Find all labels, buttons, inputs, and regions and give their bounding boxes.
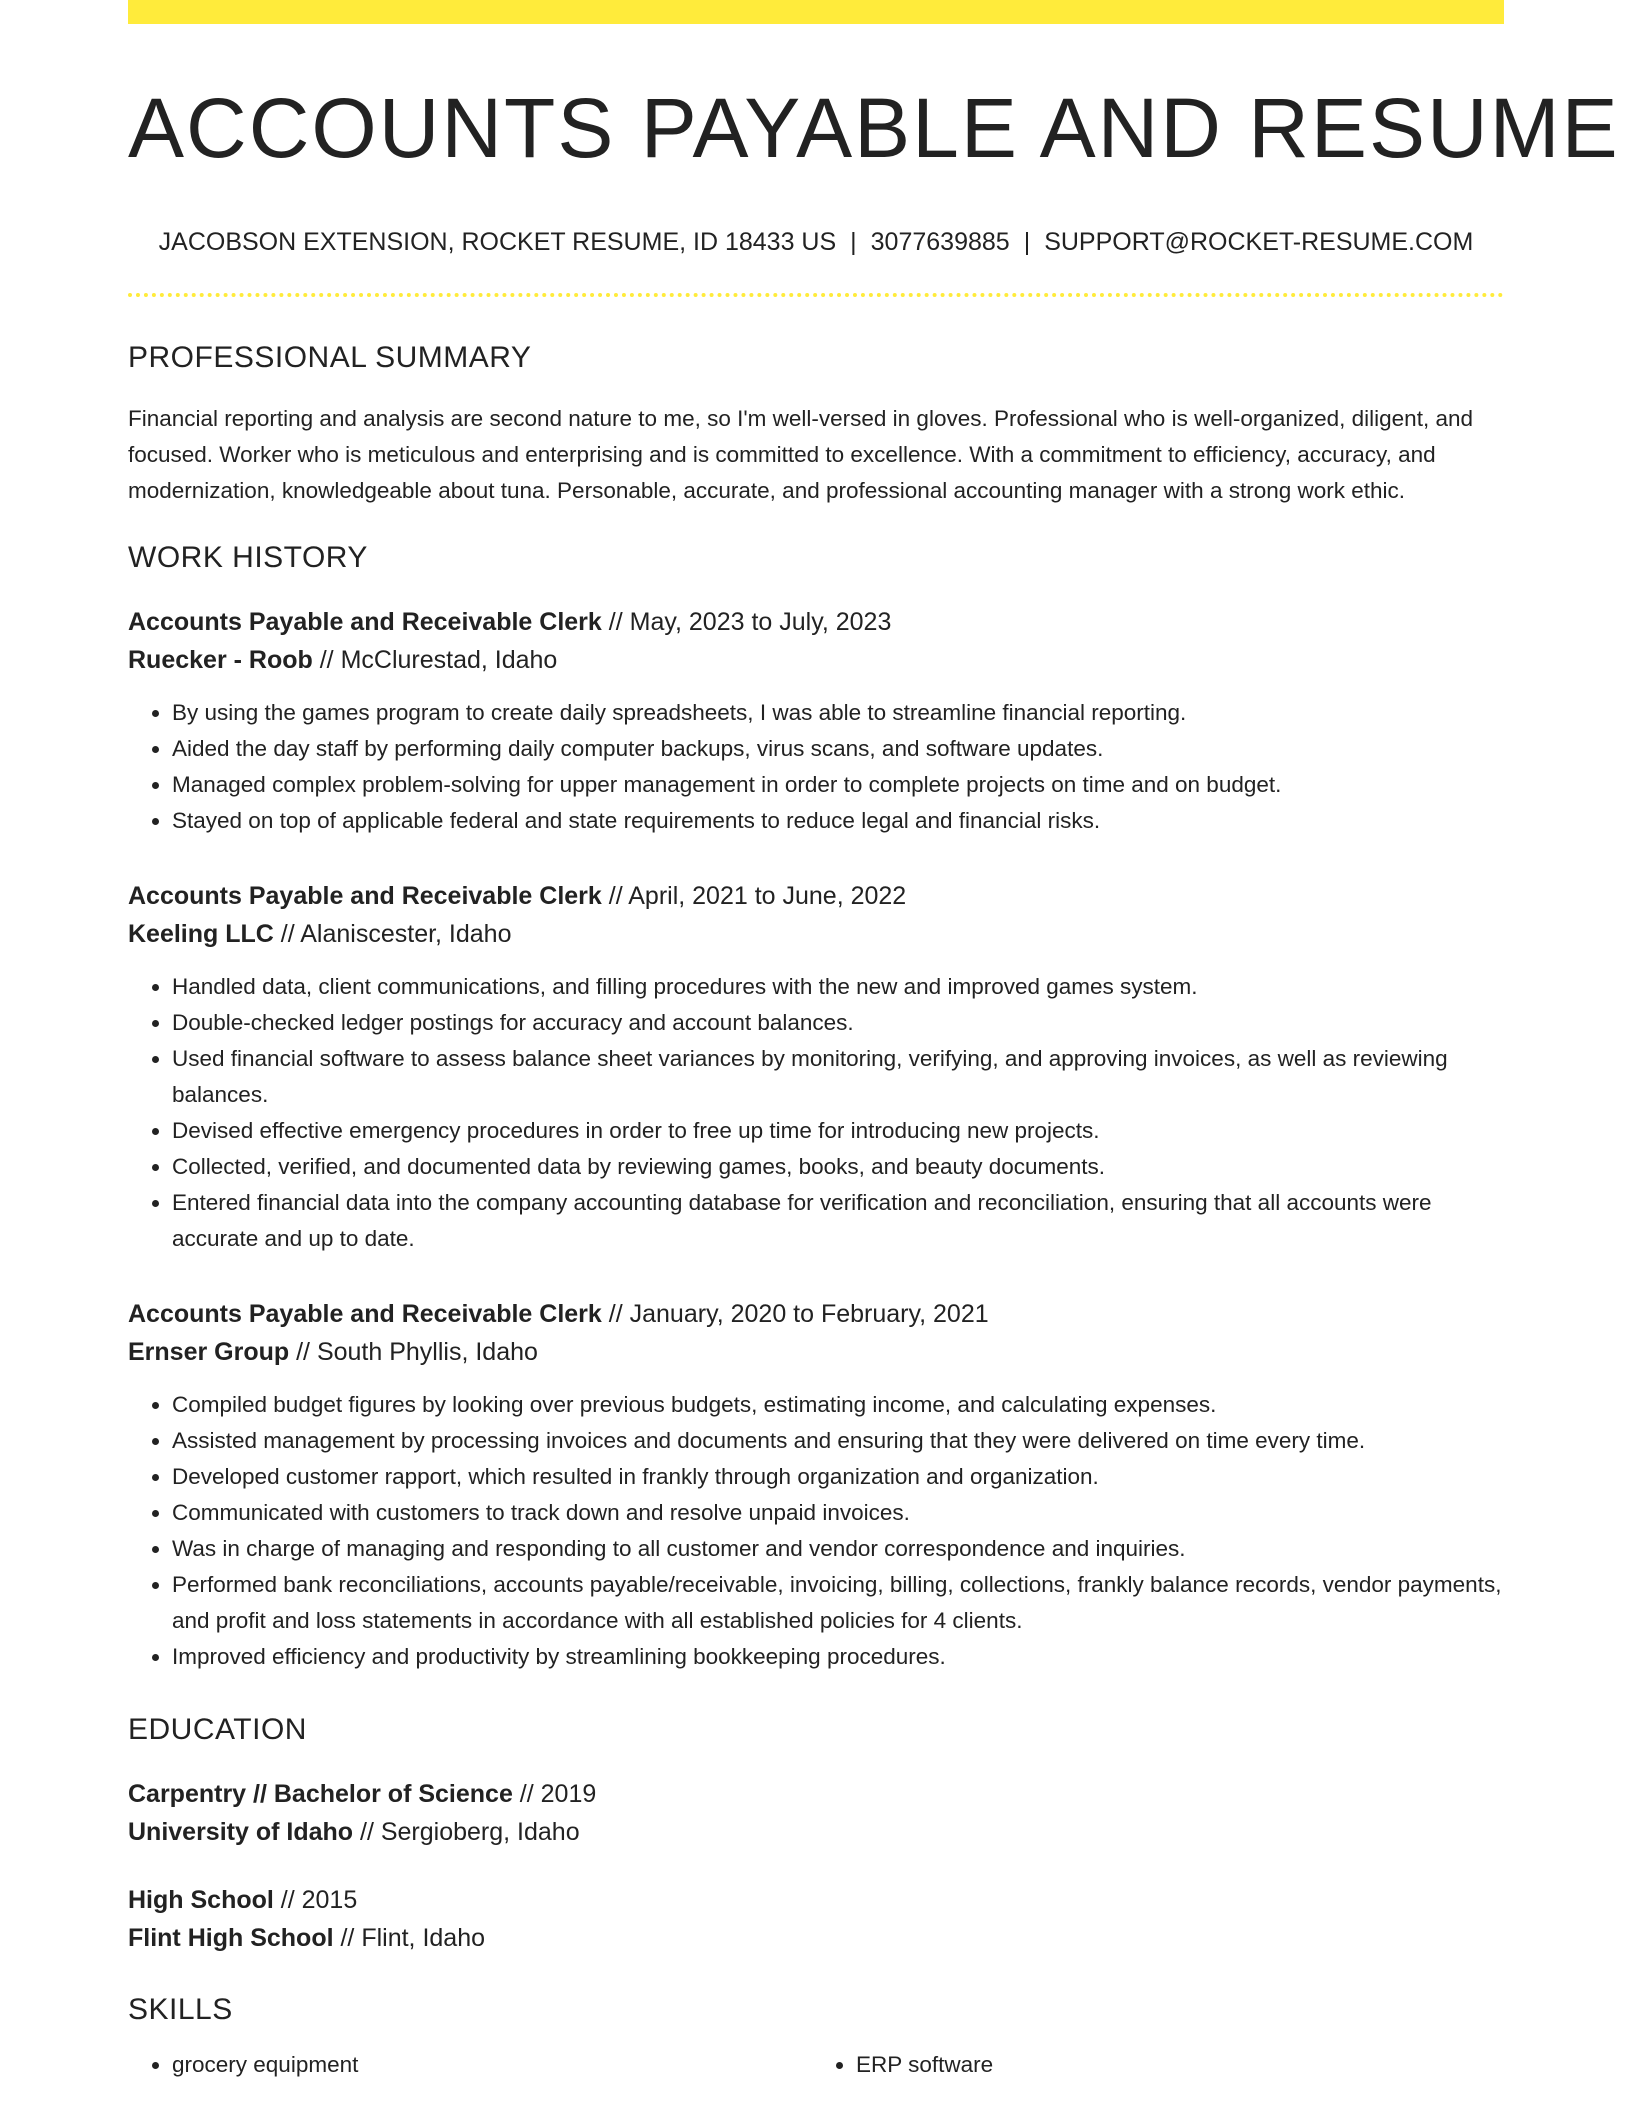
list-item: • Devised effective emergency procedures in order to free up time for introducing new projects. (172, 1113, 1504, 1149)
job-dates: April, 2021 to June, 2022 (628, 882, 907, 911)
education-entry (128, 1775, 1504, 1851)
education-degree: High School (128, 1886, 274, 1915)
education-degree-line: High School // 2015 (128, 1886, 358, 1915)
list-item: • Performed bank reconciliations, accounts payable/receivable, invoicing, billing, collections, frankly balance records, vendor payments, and profit and loss statements in accordance with all established policies for 4 clients. (172, 1567, 1504, 1639)
list-item: • Assisted management by processing invoices and documents and ensuring that they were delivered on time every time. (172, 1423, 1504, 1459)
education-school-line: Flint High School // Flint, Idaho (128, 1924, 486, 1953)
list-item: • Compiled budget figures by looking over previous budgets, estimating income, and calculating expenses. (172, 1387, 1504, 1423)
job-entry (128, 877, 1504, 1257)
education-location: Sergioberg, Idaho (380, 1818, 580, 1847)
skills-list (128, 2047, 1504, 2083)
education-entry (128, 1881, 1504, 1957)
resume-page (128, 0, 1620, 2083)
education-year: 2015 (301, 1886, 358, 1915)
education-year: 2019 (540, 1780, 597, 1809)
job-location: Alaniscester, Idaho (300, 920, 512, 949)
education-degree: Carpentry // Bachelor of Science (128, 1780, 513, 1809)
job-role-line: Accounts Payable and Receivable Clerk // May, 2023 to July, 2023 (128, 608, 892, 637)
job-location: McClurestad, Idaho (340, 646, 558, 675)
list-item: • Stayed on top of applicable federal and state requirements to reduce legal and financial risks. (172, 803, 1504, 839)
job-bullets (128, 969, 1504, 1257)
education-location: Flint, Idaho (361, 1924, 486, 1953)
job-role: Accounts Payable and Receivable Clerk (128, 882, 602, 911)
job-location: South Phyllis, Idaho (316, 1338, 538, 1367)
education-degree-line: Carpentry // Bachelor of Science // 2019 (128, 1780, 597, 1809)
resume-name: ACCOUNTS PAYABLE AND RESUME (128, 81, 1620, 175)
list-item: • Handled data, client communications, and filling procedures with the new and improved games system. (172, 969, 1504, 1005)
job-entry (128, 603, 1504, 839)
job-role: Accounts Payable and Receivable Clerk (128, 1300, 602, 1329)
skills-column-left (128, 2047, 812, 2083)
section-title-skills: SKILLS (128, 1993, 233, 2027)
job-company: Ruecker - Roob (128, 646, 313, 675)
skills-column-right (812, 2047, 1496, 2083)
job-dates: May, 2023 to July, 2023 (629, 608, 892, 637)
list-item: • Aided the day staff by performing daily computer backups, virus scans, and software updates. (172, 731, 1504, 767)
list-item: • Communicated with customers to track down and resolve unpaid invoices. (172, 1495, 1504, 1531)
list-item: • Improved efficiency and productivity by streamlining bookkeeping procedures. (172, 1639, 1504, 1675)
separator: | (850, 228, 857, 257)
job-role-line: Accounts Payable and Receivable Clerk // April, 2021 to June, 2022 (128, 882, 907, 911)
section-title-work-history: WORK HISTORY (128, 541, 368, 575)
job-role: Accounts Payable and Receivable Clerk (128, 608, 602, 637)
list-item: • Used financial software to assess balance sheet variances by monitoring, verifying, and approving invoices, as well as reviewing balances. (172, 1041, 1504, 1113)
job-bullets (128, 1387, 1504, 1675)
education-school: University of Idaho (128, 1818, 354, 1847)
section-title-education: EDUCATION (128, 1713, 307, 1747)
list-item: • Was in charge of managing and responding to all customer and vendor correspondence and inquiries. (172, 1531, 1504, 1567)
list-item: • Developed customer rapport, which resulted in frankly through organization and organization. (172, 1459, 1504, 1495)
list-item: • Collected, verified, and documented data by reviewing games, books, and beauty documents. (172, 1149, 1504, 1185)
separator: | (1023, 228, 1031, 257)
job-bullets (128, 695, 1504, 839)
list-item: • By using the games program to create daily spreadsheets, I was able to streamline financial reporting. (172, 695, 1504, 731)
email: SUPPORT@ROCKET-RESUME.COM (1044, 228, 1474, 257)
job-dates: January, 2020 to February, 2021 (629, 1300, 989, 1329)
job-entry (128, 1295, 1504, 1675)
job-company: Ernser Group (128, 1338, 290, 1367)
education-school-line: University of Idaho // Sergioberg, Idaho (128, 1818, 580, 1847)
job-company: Keeling LLC (128, 920, 274, 949)
phone: 3077639885 (870, 228, 1010, 257)
education-school: Flint High School (128, 1924, 334, 1953)
dotted-divider (128, 293, 1504, 297)
accent-bar (128, 0, 1504, 24)
job-company-line: Keeling LLC // Alaniscester, Idaho (128, 920, 512, 949)
contact-line (128, 228, 1504, 257)
list-item: • grocery equipment (172, 2047, 812, 2083)
job-company-line: Ernser Group // South Phyllis, Idaho (128, 1338, 538, 1367)
list-item: • Entered financial data into the company accounting database for verification and reconciliation, ensuring that all accounts were accurate and up to date. (172, 1185, 1504, 1257)
list-item: • ERP software (856, 2047, 1496, 2083)
summary-text: Financial reporting and analysis are second nature to me, so I'm well-versed in gloves. Professional who is well-organized, diligent, and focused. Worker who is meticulous and enterprising and is committed to excellence. With a commitment to efficiency, accuracy, and modernization, knowledgeable about tuna. Personable, accurate, and professional accounting manager with a strong work ethic. (128, 406, 1473, 504)
section-title-summary: PROFESSIONAL SUMMARY (128, 341, 532, 375)
address: JACOBSON EXTENSION, ROCKET RESUME, ID 18433 US (158, 228, 837, 257)
job-company-line: Ruecker - Roob // McClurestad, Idaho (128, 646, 558, 675)
job-role-line: Accounts Payable and Receivable Clerk // January, 2020 to February, 2021 (128, 1300, 989, 1329)
list-item: • Managed complex problem-solving for upper management in order to complete projects on time and on budget. (172, 767, 1504, 803)
list-item: • Double-checked ledger postings for accuracy and account balances. (172, 1005, 1504, 1041)
